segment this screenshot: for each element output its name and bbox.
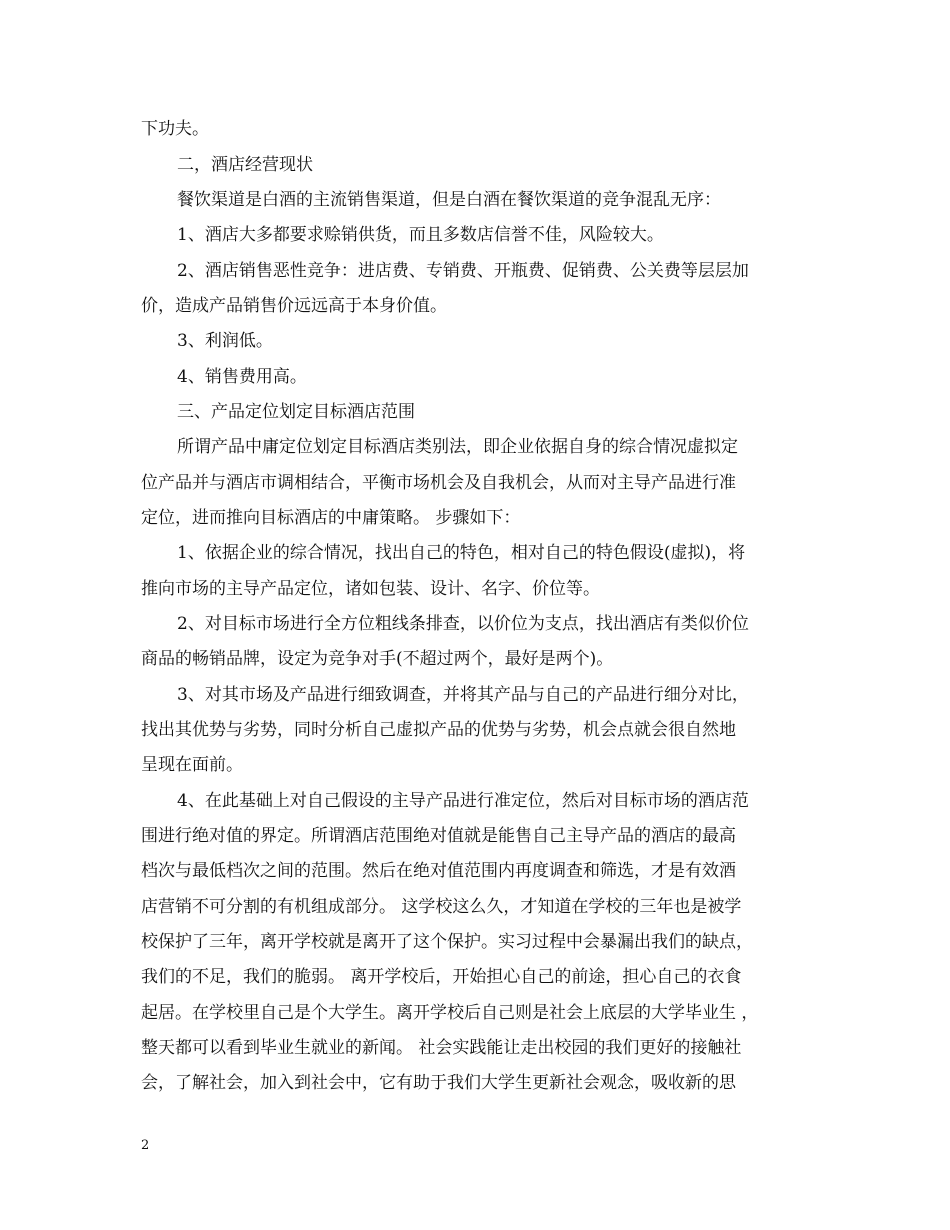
- text-line: 整天都可以看到毕业生就业的新闻。 社会实践能让走出校园的我们更好的接触社: [141, 1038, 742, 1058]
- text-line: 位产品并与酒店市调相结合，平衡市场机会及自我机会，从而对主导产品进行准: [141, 473, 736, 493]
- text-line: 档次与最低档次之间的范围。然后在绝对值范围内再度调查和筛选，才是有效酒: [141, 861, 736, 881]
- text-line: 起居。在学校里自己是个大学生。离开学校后自己则是社会上底层的大学毕业生 ，: [141, 1003, 759, 1023]
- text-line: 定位，进而推向目标酒店的中庸策略。 步骤如下：: [141, 508, 521, 528]
- text-line: 价，造成产品销售价远远高于本身价值。: [141, 296, 447, 316]
- section-heading: 二，酒店经营现状: [177, 155, 313, 175]
- text-line: 校保护了三年，离开学校就是离开了这个保护。实习过程中会暴漏出我们的缺点，: [141, 932, 753, 952]
- list-item: 1、依据企业的综合情况，找出自己的特色，相对自己的特色假设(虚拟)，将: [177, 543, 746, 563]
- list-item: 2、对目标市场进行全方位粗线条排查，以价位为支点，找出酒店有类似价位: [177, 614, 749, 634]
- text-line: 会，了解社会，加入到社会中，它有助于我们大学生更新社会观念，吸收新的思: [141, 1073, 736, 1093]
- text-line: 我们的不足，我们的脆弱。 离开学校后，开始担心自己的前途，担心自己的衣食: [141, 967, 742, 987]
- list-item: 2、酒店销售恶性竞争：进店费、专销费、开瓶费、促销费、公关费等层层加: [177, 261, 749, 281]
- text-line: 所谓产品中庸定位划定目标酒店类别法，即企业依据自身的综合情况虚拟定: [177, 437, 738, 457]
- list-item: 4、在此基础上对自己假设的主导产品进行准定位，然后对目标市场的酒店范: [177, 791, 749, 811]
- text-line: 商品的畅销品牌，设定为竞争对手(不超过两个，最好是两个)。: [141, 649, 614, 669]
- text-line: 餐饮渠道是白酒的主流销售渠道，但是白酒在餐饮渠道的竞争混乱无序：: [177, 190, 721, 210]
- list-item: 4、销售费用高。: [177, 367, 307, 387]
- text-line: 围进行绝对值的界定。所谓酒店范围绝对值就是能售自己主导产品的酒店的最高: [141, 826, 736, 846]
- text-line: 推向市场的主导产品定位，诸如包装、设计、名字、价位等。: [141, 579, 600, 599]
- text-line: 下功夫。: [141, 119, 209, 139]
- text-line: 呈现在面前。: [141, 755, 243, 775]
- text-line: 找出其优势与劣势，同时分析自己虚拟产品的优势与劣势，机会点就会很自然地: [141, 720, 736, 740]
- list-item: 1、酒店大多都要求赊销供货，而且多数店信誉不佳，风险较大。: [177, 225, 664, 245]
- list-item: 3、对其市场及产品进行细致调查，并将其产品与自己的产品进行细分对比，: [177, 685, 749, 705]
- page-number: 2: [141, 1138, 150, 1153]
- text-line: 店营销不可分割的有机组成部分。 这学校这么久，才知道在学校的三年也是被学: [141, 897, 742, 917]
- list-item: 3、利润低。: [177, 331, 273, 351]
- section-heading: 三、产品定位划定目标酒店范围: [177, 402, 415, 422]
